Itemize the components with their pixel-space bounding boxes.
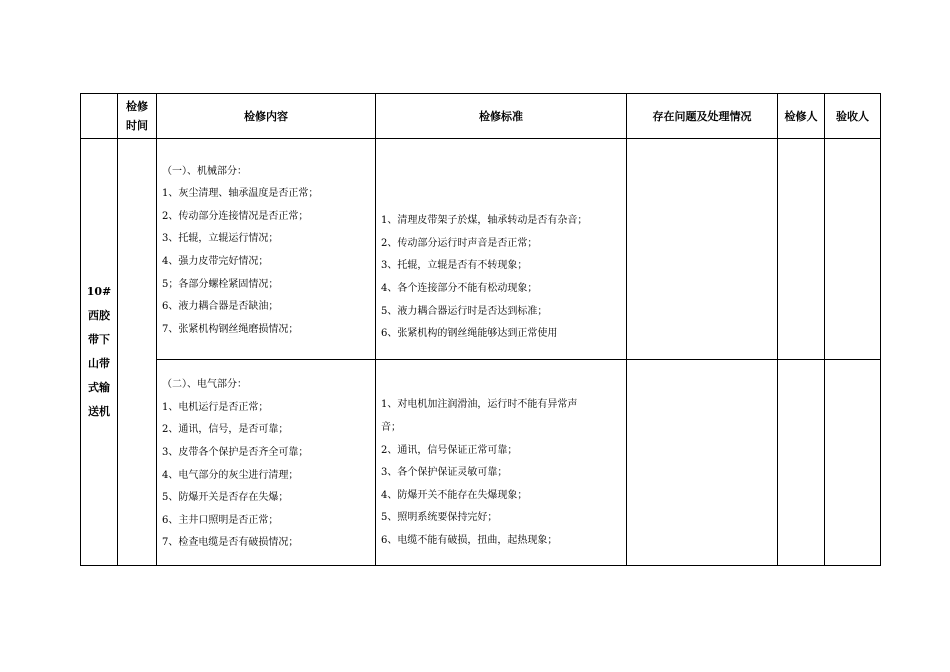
electrical-standard-line: 2、通讯，信号保证正常可靠；: [381, 444, 518, 456]
mechanical-standard-line: 3、托辊，立辊是否有不转现象；: [381, 260, 528, 272]
header-time: [118, 94, 157, 139]
electrical-standard-line: 3、各个保护保证灵敏可靠；: [381, 467, 508, 479]
mechanical-content: [157, 139, 376, 360]
header-row: [81, 94, 881, 139]
equipment-line: 山带: [88, 357, 110, 370]
electrical-standard: [376, 360, 627, 566]
electrical-standard-line: 音；: [381, 422, 401, 434]
mechanical-repairer-cell: [778, 139, 825, 360]
mechanical-content-line: 1、灰尘清理、轴承温度是否正常；: [162, 188, 319, 200]
mechanical-standard-line: 2、传动部分运行时声音是否正常；: [381, 237, 538, 249]
mechanical-content-line: 3、托辊，立辊运行情况；: [162, 233, 279, 245]
electrical-content-line: 4、电气部分的灰尘进行清理；: [162, 469, 299, 481]
electrical-acceptor-cell: [825, 360, 881, 566]
electrical-issues-cell: [627, 360, 778, 566]
header-blank: [81, 94, 118, 139]
header-repairer: 检修人: [778, 94, 825, 139]
mechanical-acceptor-cell: [825, 139, 881, 360]
mechanical-content-line: 6、液力耦合器是否缺油；: [162, 301, 279, 313]
electrical-content-line: 7、检查电缆是否有破损情况；: [162, 537, 299, 549]
electrical-row: [81, 360, 881, 566]
electrical-standard-line: 5、照明系统要保持完好；: [381, 512, 498, 524]
equipment-line: 西胶: [88, 309, 110, 322]
equipment-line: 10#: [86, 285, 112, 298]
time-cell: [118, 139, 157, 566]
mechanical-standard-line: 1、清理皮带架子於煤，轴承转动是否有杂音；: [381, 215, 588, 227]
mechanical-standard: [376, 139, 627, 360]
mechanical-content-line: 4、强力皮带完好情况；: [162, 256, 269, 267]
electrical-repairer-cell: [778, 360, 825, 566]
mechanical-content-line: （一）、机械部分：: [162, 165, 247, 177]
mechanical-content-line: 7、张紧机构钢丝绳磨损情况；: [162, 323, 299, 335]
electrical-content: [157, 360, 376, 566]
header-issues: 存在问题及处理情况: [627, 94, 778, 139]
electrical-standard-line: 1、对电机加注润滑油，运行时不能有异常声: [381, 399, 578, 411]
electrical-content-line: 1、电机运行是否正常；: [162, 401, 269, 413]
mechanical-content-line: 5；各部分螺栓紧固情况；: [162, 278, 279, 290]
electrical-content-line: （二）、电气部分：: [162, 379, 247, 391]
equipment-line: 式输: [88, 381, 110, 394]
electrical-content-line: 6、主井口照明是否正常；: [162, 514, 279, 526]
maintenance-table: [80, 93, 881, 566]
electrical-content-line: 5、防爆开关是否存在失爆；: [162, 492, 289, 504]
electrical-content-line: 2、通讯，信号，是否可靠；: [162, 424, 289, 436]
mechanical-row: [81, 139, 881, 360]
electrical-standard-line: 4、防爆开关不能存在失爆现象；: [381, 489, 528, 501]
header-time-line-2: 时间: [126, 119, 148, 132]
equipment-line: 带下: [88, 333, 110, 346]
electrical-standard-line: 6、电缆不能有破损，扭曲，起热现象；: [381, 534, 558, 546]
mechanical-standard-line: 4、各个连接部分不能有松动现象；: [381, 283, 538, 294]
header-content: 检修内容: [157, 94, 376, 139]
equipment-name: [81, 139, 118, 566]
header-standard: 检修标准: [376, 94, 627, 139]
mechanical-standard-line: 6、张紧机构的钢丝绳能够达到正常使用: [381, 328, 558, 340]
mechanical-content-line: 2、传动部分连接情况是否正常；: [162, 210, 309, 222]
mechanical-issues-cell: [627, 139, 778, 360]
electrical-content-line: 3、皮带各个保护是否齐全可靠；: [162, 446, 309, 458]
mechanical-standard-line: 5、液力耦合器运行时是否达到标准；: [381, 305, 548, 317]
equipment-line: 送机: [88, 405, 110, 418]
header-acceptor: 验收人: [825, 94, 881, 139]
header-time-line-1: 检修: [126, 100, 148, 113]
